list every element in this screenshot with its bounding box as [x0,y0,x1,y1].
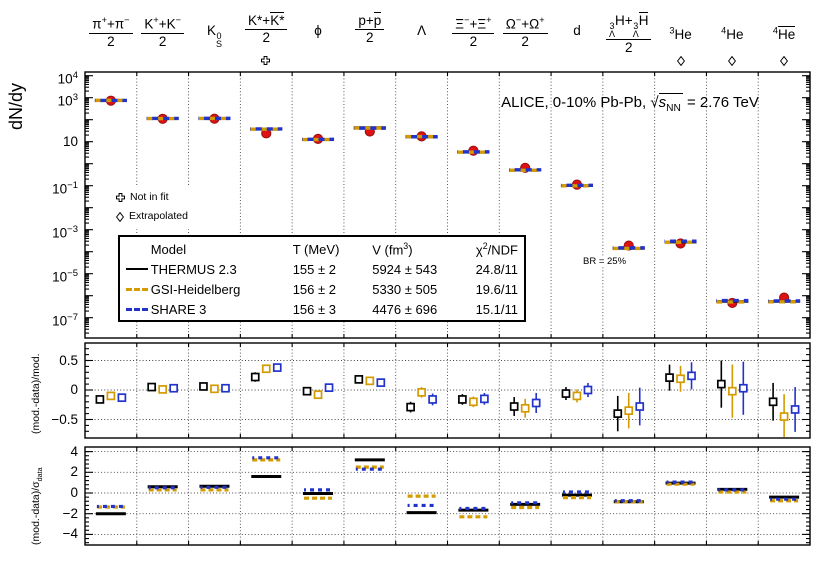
ratio-marker-thermus-hypertriton [614,410,621,417]
ratio-marker-thermus-he4 [718,381,725,388]
not-in-fit-row [116,188,188,207]
ratio-marker-gsi-phi [315,391,322,398]
species-label-he3: $^3$He [669,25,692,42]
ratio-marker-gsi-proton [366,377,373,384]
ratio-marker-gsi-pion [107,392,114,399]
species-label-pion: $\frac{\pi^++\pi^-}{2}$ [66,13,156,49]
ratio-marker-share-hypertriton [636,403,643,410]
ratio-marker-gsi-he3 [677,375,684,382]
gsi-line-swatch [126,288,149,291]
legend-volume: 5924 ± 543 [372,261,438,277]
ratio-marker-gsi-he4bar [781,413,788,420]
ytick-label-top: $10^{-7}$ [52,311,78,329]
not-in-fit-label: Not in fit [130,191,169,203]
ratio-marker-share-xi [481,395,488,402]
legend-row-share [120,299,524,319]
species-label-proton: $\frac{p+p}{2}$ [325,13,415,45]
legend-header-volume: V $(fm^3)$ [372,240,413,258]
ratio-marker-share-pion [118,394,125,401]
ratio-marker-share-proton [377,379,384,386]
ratio-marker-share-kaon [170,385,177,392]
legend-header-chi2: $\chi^2$/NDF [475,240,518,258]
extrapolated-row [116,207,188,226]
br-note: BR = 25% [583,256,627,267]
ratio-marker-thermus-phi [304,388,311,395]
legend-temperature: 156 ± 3 [292,301,336,317]
ytick-label-mid: 0.5 [59,352,78,368]
ratio-marker-thermus-k0s [200,383,207,390]
legend-model-name: SHARE 3 [150,301,207,317]
ytick-label-mid: 0 [70,382,78,397]
ratio-marker-share-he4 [740,385,747,392]
legend-header-temperature: T (MeV) [292,241,340,257]
ratio-marker-gsi-omega [522,405,529,412]
legend-volume: 5330 ± 505 [372,281,438,297]
ratio-marker-gsi-kstar [263,365,270,372]
species-label-omega: $\frac{\Omega^-+\Omega^+}{2}$ [480,13,570,49]
ratio-marker-share-kstar [274,364,281,371]
ratio-marker-share-omega [533,399,540,406]
ratio-marker-thermus-proton [355,376,362,383]
marker-key [112,186,196,229]
open-diamond-icon [116,212,124,222]
plot-title: ALICE, 0-10% Pb-Pb, $√s_{NN} = 2.76$ TeV [501,94,759,114]
ratio-marker-gsi-deuteron [573,392,580,399]
species-label-hypertriton: 3 Λ H+ 3 Λ H 2 [584,13,674,55]
ytick-label-top: $10^{-5}$ [52,267,78,285]
ytick-label-bot: 2 [70,464,78,480]
species-label-k0s: K 0 S [206,23,222,49]
ratio-marker-thermus-he3 [666,374,673,381]
legend-row-gsi [120,279,524,299]
legend-model-name: THERMUS 2.3 [150,261,237,277]
open-cross-icon [116,193,125,202]
ratio-marker-gsi-xi [470,398,477,405]
legend-header-model: Model [150,241,187,257]
ratio-marker-thermus-xi [459,396,466,403]
ratio-marker-thermus-pion [96,396,103,403]
ratio-marker-share-he4bar [792,406,799,413]
species-label-kstar: $\frac{K*+K*}{2}$ [221,13,311,45]
ratio-marker-gsi-lambda [418,389,425,396]
species-label-deuteron: d [573,23,581,38]
ratio-marker-gsi-kaon [159,386,166,393]
ytick-label-top: $10^{-3}$ [52,223,78,241]
legend-chi2: 15.1/11 [475,301,518,317]
ytick-label-top: $10^{-1}$ [52,179,78,197]
legend-temperature: 156 ± 2 [292,281,336,297]
ratio-marker-thermus-he4bar [770,398,777,405]
ratio-marker-share-lambda [429,396,436,403]
species-label-he4bar: $^4$He [772,25,796,42]
legend-row-thermus [120,259,524,279]
ratio-marker-gsi-k0s [211,385,218,392]
y-axis-label-bottom: $(mod.-data)/\sigma_{data}$ [30,467,45,545]
ytick-label-bot: 4 [70,443,78,459]
extrapolated-label: Extrapolated [129,210,188,222]
ratio-marker-thermus-kaon [148,384,155,391]
ytick-label-bot: −2 [62,505,78,521]
legend-chi2: 24.8/11 [475,261,518,277]
thermus-line-swatch [126,268,149,270]
ratio-marker-thermus-kstar [252,374,259,381]
share-line-swatch [126,308,149,311]
ytick-label-bot: 0 [70,485,78,500]
legend-temperature: 155 ± 2 [292,261,336,277]
ratio-marker-thermus-lambda [407,404,414,411]
legend-header-row [120,239,524,259]
legend-volume: 4476 ± 696 [372,301,438,317]
ytick-label-top: 10 [62,133,78,149]
model-legend [118,235,526,322]
ratio-marker-share-k0s [222,385,229,392]
ratio-marker-share-phi [326,384,333,391]
ratio-marker-share-he3 [688,372,695,379]
legend-model-name: GSI-Heidelberg [150,281,241,297]
legend-chi2: 19.6/11 [475,281,518,297]
species-label-he4: $^4$He [721,25,744,42]
y-axis-label-top: dN/dy [6,82,26,130]
ytick-label-top: $10^3$ [57,91,78,109]
ratio-marker-thermus-deuteron [562,390,569,397]
ratio-marker-thermus-omega [511,403,518,410]
ytick-label-top: $10^4$ [57,69,78,87]
ratio-marker-gsi-he4 [729,388,736,395]
y-axis-label-middle: (mod.-data)/mod. [30,353,42,434]
species-label-kaon: $\frac{K^++K^-}{2}$ [118,13,208,49]
species-label-xi: $\frac{\Xi^-+\Xi^+}{2}$ [428,13,518,49]
ratio-marker-gsi-hypertriton [625,407,632,414]
ytick-label-mid: −0.5 [51,411,78,427]
ytick-label-bot: −4 [62,526,78,542]
ratio-marker-share-deuteron [584,387,591,394]
species-label-phi: ϕ [314,23,322,38]
species-label-lambda: Λ [417,23,427,38]
